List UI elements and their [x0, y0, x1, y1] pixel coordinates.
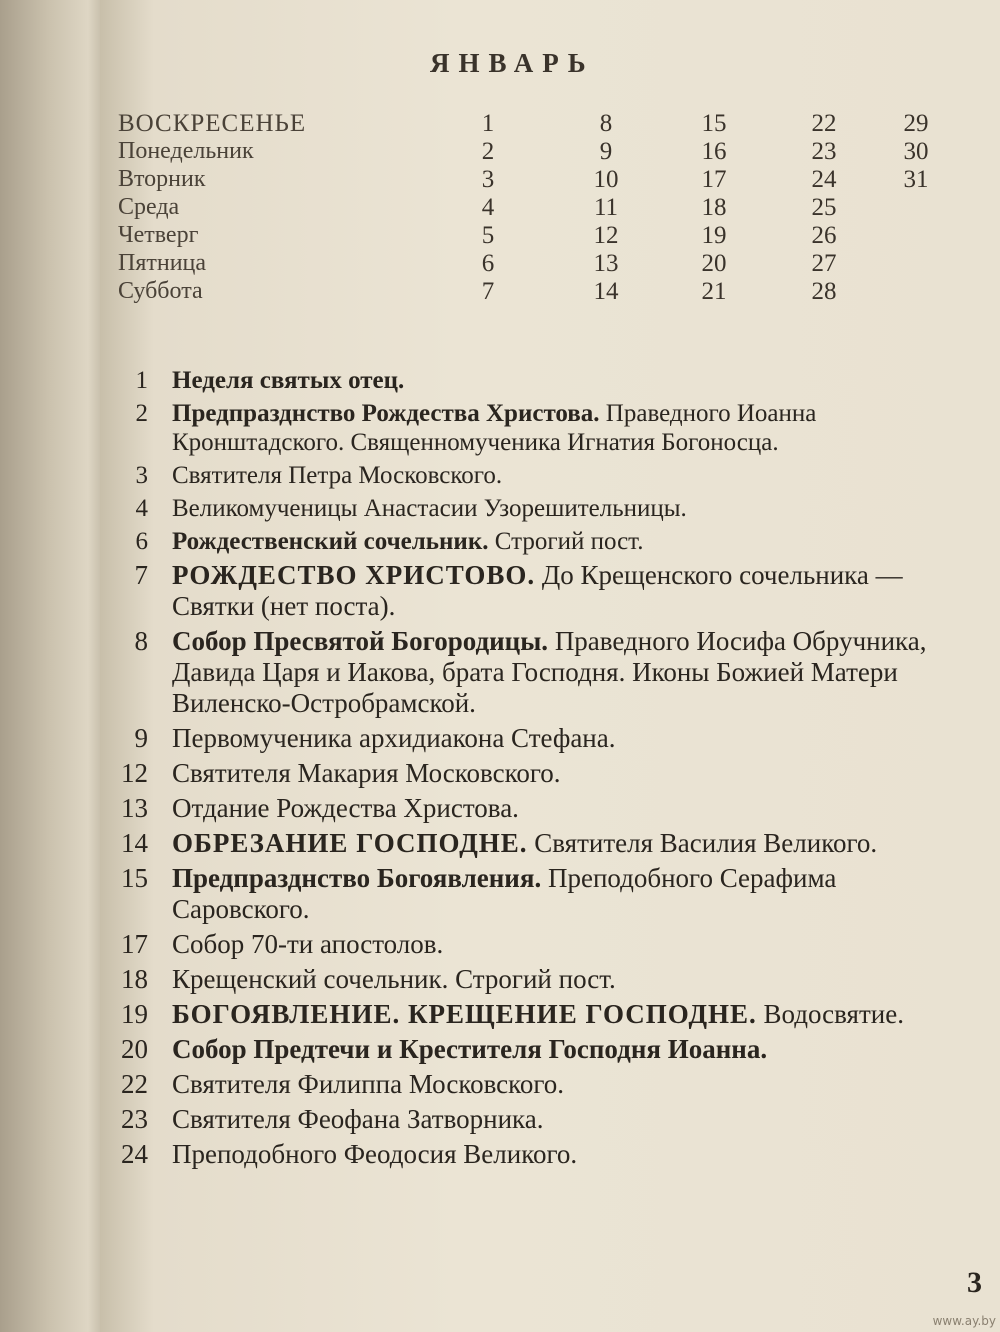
feast-title: БОГОЯВЛЕНИЕ. КРЕЩЕНИЕ ГОСПОДНЕ.	[172, 999, 757, 1029]
feast-title: ОБРЕЗАНИЕ ГОСПОДНЕ.	[172, 828, 528, 858]
feast-date: 1	[135, 367, 148, 394]
feast-date: 19	[121, 999, 148, 1029]
calendar-date: 13	[593, 250, 619, 277]
feast-title: Рождественский сочельник.	[172, 528, 489, 555]
calendar-date: 15	[701, 110, 727, 137]
weekday-label: Понедельник	[118, 138, 254, 164]
calendar-date: 8	[599, 110, 613, 137]
calendar-date: 22	[811, 110, 837, 137]
book-page	[100, 0, 1000, 1332]
feast-entry	[100, 758, 980, 789]
feast-date: 9	[134, 723, 148, 753]
calendar-date: 18	[701, 194, 727, 221]
weekday-label: ВОСКРЕСЕНЬЕ	[118, 110, 307, 137]
weekday-label: Среда	[118, 194, 180, 220]
feast-text: Праведного Иоанна Кронштадского. Священномученика Игнатия Богоносца.	[172, 400, 817, 456]
calendar-row	[118, 138, 938, 166]
watermark: www.ay.by	[932, 1314, 996, 1328]
feast-entry	[100, 964, 980, 995]
weekday-label: Суббота	[118, 278, 203, 304]
calendar-date: 16	[701, 138, 727, 165]
calendar-date: 21	[701, 278, 727, 305]
calendar-date: 14	[593, 278, 619, 305]
feast-date: 8	[134, 626, 148, 656]
feast-text: Собор 70-ти апостолов.	[172, 929, 444, 959]
weekday-label: Вторник	[118, 166, 206, 192]
feast-entry	[100, 1104, 980, 1135]
feast-entry	[100, 828, 980, 859]
calendar-date: 19	[701, 222, 727, 249]
feast-date: 22	[121, 1069, 148, 1099]
feast-entry	[100, 461, 980, 490]
feast-entry	[100, 560, 980, 622]
calendar-row	[118, 166, 938, 194]
feast-entry	[100, 1139, 980, 1170]
calendar-date: 7	[481, 278, 495, 305]
feast-entry	[100, 494, 980, 523]
book-spine	[0, 0, 110, 1332]
calendar-date: 5	[481, 222, 495, 249]
feast-entry	[100, 527, 980, 556]
feast-title: Собор Предтечи и Крестителя Господня Иоанна.	[172, 1034, 768, 1064]
feast-text: Святителя Петра Московского.	[172, 462, 503, 489]
feast-date: 3	[135, 462, 148, 489]
feast-date: 2	[135, 400, 148, 427]
calendar-row	[118, 250, 938, 278]
feast-text: Праведного Иосифа Обручника, Давида Царя и Иакова, брата Господня. Иконы Божией Матери Виленско-Остробрамской.	[172, 626, 927, 718]
calendar-date: 11	[593, 194, 619, 221]
feast-text: Святителя Василия Великого.	[527, 828, 878, 858]
feast-date: 18	[121, 964, 148, 994]
feast-date: 4	[135, 495, 148, 522]
feast-date: 6	[135, 528, 148, 555]
feast-entry	[100, 929, 980, 960]
feast-title: Предпразднство Богоявления.	[172, 863, 542, 893]
calendar-row	[118, 278, 938, 306]
calendar-date: 24	[811, 166, 837, 193]
calendar-row	[118, 194, 938, 222]
feast-date: 13	[121, 793, 148, 823]
calendar-date: 27	[811, 250, 837, 277]
calendar-date: 9	[599, 138, 613, 165]
feast-text: Водосвятие.	[756, 999, 904, 1029]
calendar-date: 29	[903, 110, 929, 137]
feast-date: 24	[121, 1139, 148, 1169]
feast-title: РОЖДЕСТВО ХРИСТОВО.	[172, 560, 536, 590]
feast-entry	[100, 999, 980, 1030]
feast-entry	[100, 793, 980, 824]
weekday-label: Пятница	[118, 250, 207, 276]
feast-text: Великомученицы Анастасии Узорешительницы.	[172, 495, 687, 522]
feast-date: 15	[121, 863, 148, 893]
feast-title: Предпразднство Рождества Христова.	[172, 400, 600, 427]
month-title: ЯНВАРЬ	[430, 48, 595, 78]
calendar-date: 6	[481, 250, 495, 277]
feast-text: Крещенский сочельник. Строгий пост.	[172, 964, 616, 994]
calendar-date: 20	[701, 250, 727, 277]
calendar-date: 23	[811, 138, 837, 165]
calendar-date: 1	[481, 110, 495, 137]
calendar-date: 3	[481, 166, 495, 193]
feast-date: 14	[121, 828, 148, 858]
feast-text: Святителя Филиппа Московского.	[172, 1069, 565, 1099]
feast-text: Святителя Феофана Затворника.	[172, 1104, 544, 1134]
calendar-date: 4	[481, 194, 495, 221]
feast-text: Преподобного Серафима Саровского.	[172, 863, 837, 924]
feast-date: 23	[121, 1104, 148, 1134]
feast-date: 12	[121, 758, 148, 788]
feast-text: До Крещенского сочельника — Святки (нет поста).	[172, 560, 903, 621]
calendar-date: 28	[811, 278, 837, 305]
feast-entry	[100, 863, 980, 925]
feast-text: Святителя Макария Московского.	[172, 758, 561, 788]
calendar-date: 12	[593, 222, 619, 249]
feast-text: Первомученика архидиакона Стефана.	[172, 723, 616, 753]
calendar-row	[118, 110, 938, 138]
feast-text: Отдание Рождества Христова.	[172, 793, 519, 823]
feast-text: Строгий пост.	[488, 528, 644, 555]
weekday-label: Четверг	[118, 222, 199, 248]
calendar-date: 2	[481, 138, 495, 165]
calendar-row	[118, 222, 938, 250]
calendar-date: 30	[903, 138, 929, 165]
calendar-date: 31	[903, 166, 929, 193]
calendar-date: 25	[811, 194, 837, 221]
feast-entry	[100, 366, 980, 395]
feast-title: Собор Пресвятой Богородицы.	[172, 626, 549, 656]
feast-date: 17	[121, 929, 148, 959]
calendar-date: 17	[701, 166, 727, 193]
feast-entry	[100, 723, 980, 754]
feast-entry	[100, 399, 980, 457]
calendar-date: 10	[593, 166, 619, 193]
feast-text: Преподобного Феодосия Великого.	[172, 1139, 578, 1169]
feast-entry	[100, 626, 980, 719]
feast-entry	[100, 1069, 980, 1100]
feast-title: Неделя святых отец.	[172, 367, 405, 394]
feast-entry	[100, 1034, 980, 1065]
feast-date: 7	[134, 560, 148, 590]
month-calendar-grid	[118, 110, 938, 306]
feast-date: 20	[121, 1034, 148, 1064]
page-number: 3	[967, 1266, 982, 1299]
feast-list	[100, 366, 980, 1174]
calendar-date: 26	[811, 222, 837, 249]
